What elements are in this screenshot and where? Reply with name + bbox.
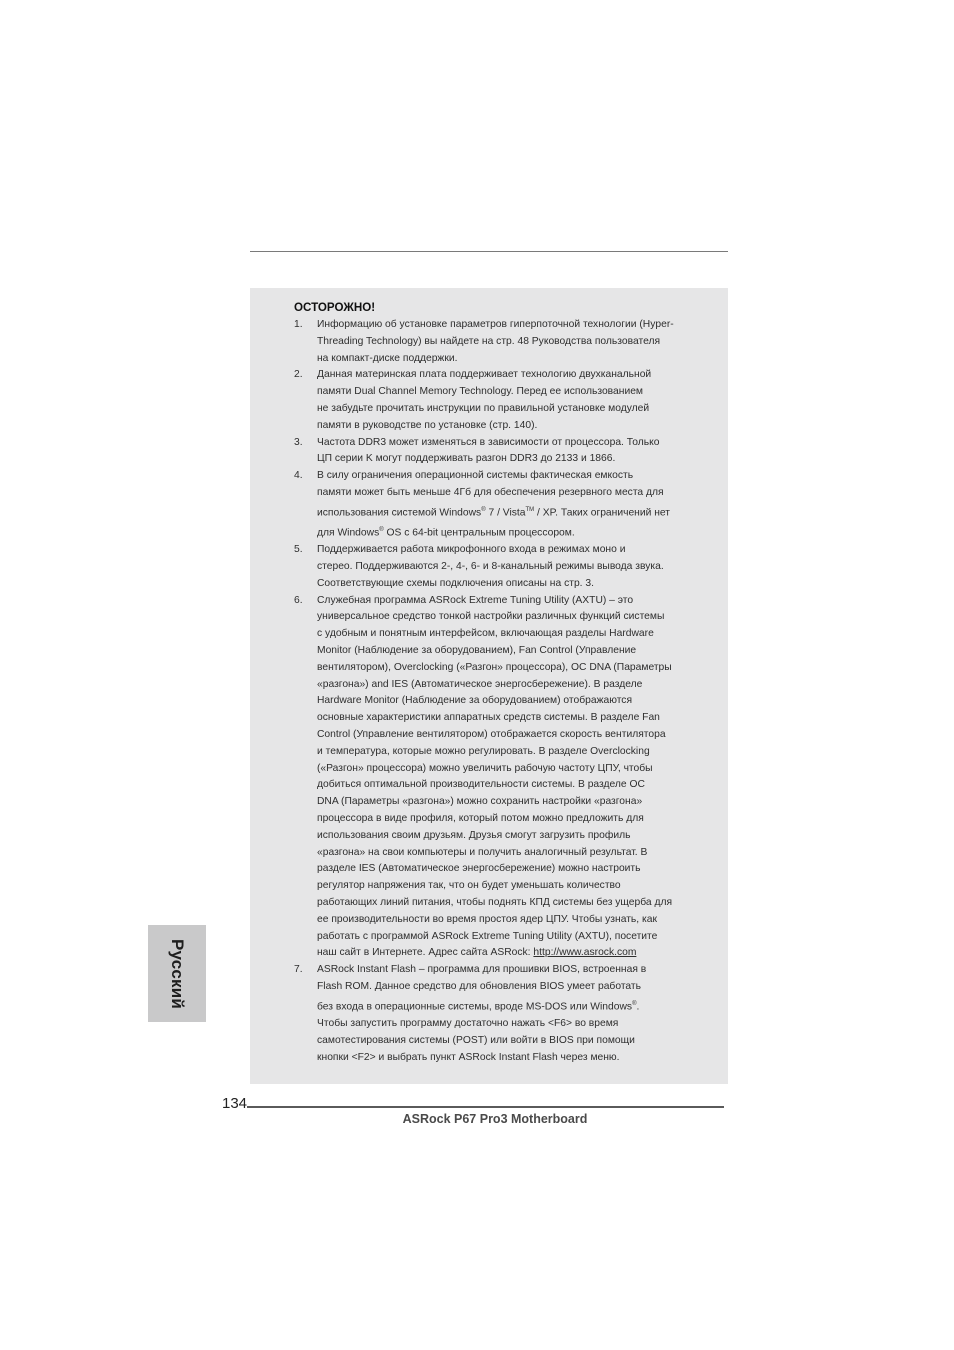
asrock-website-link[interactable]: http://www.asrock.com [533,947,637,959]
item-text: Информацию об установке параметров гиперпоточной технологии (Hyper- Threading Technology) вы найдете на стр. 48 Руководства пользователя на компакт-диске поддержки. [317,319,674,364]
caution-item-5 [294,542,706,592]
item-text: Частота DDR3 может изменяться в зависимости от процессора. Только ЦП серии K могут поддерживать разгон DDR3 до 2133 и 1866. [317,436,660,465]
item-text: Поддерживается работа микрофонного входа в режимах моно и стерео. Поддерживаются 2-, 4-, 6- и 8-канальный режимы вывода звука. Соответствующие схемы подключения описаны на стр. 3. [317,544,664,589]
caution-item-3 [294,435,706,469]
caution-item-2 [294,367,706,434]
item-number: 2. [294,369,303,381]
caution-item-1 [294,317,706,367]
caution-list [294,317,706,1066]
item-text [317,962,706,1066]
footer-title: ASRock P67 Pro3 Motherboard [402,1112,588,1126]
item-number: 6. [294,594,303,606]
registered-mark: ® [632,1000,637,1007]
item-number: 1. [294,319,303,330]
registered-mark: ® [379,526,384,533]
page-number: 134 [222,1095,248,1112]
item-text [317,468,706,542]
registered-mark: ® [481,506,486,513]
bottom-divider [247,1106,724,1108]
text-part: ASRock Instant Flash – программа для прошивки BIOS, встроенная в Flash ROM. Данное средство для обновления BIOS умеет работать без входа в операционные системы, вроде MS-DOS или Windows [317,964,647,1013]
item-number: 4. [294,470,303,482]
text-part: 7 / Vista [485,507,526,519]
text-part: Служебная программа ASRock Extreme Tuning Utility (AXTU) – это универсальное средство тонкой настройки различных функций системы с удобным и понятным интерфейсом, включающая разделы Hardware Monitor (Наблюдение за оборудованием), Fan Control (Управление вентилятором), Overclocking («Разгон» процессора), OC DNA (Параметры «разгона») and IES (Автоматическое энергосбережение). В разделе Hardware Monitor (Наблюдение за оборудованием) отображаются основные характеристики аппаратных средств системы. В разделе Fan Control (Управление вентилятором) отображается скорость вентилятора и температура, которые можно регулировать. В разделе Overclocking («Разгон» процессора) можно увеличить рабочую частоту ЦПУ, чтобы добиться оптимальной производительности системы. В разделе OC DNA (Параметры «разгона») можно сохранить настройки «разгона» процессора в виде профиля, который потом можно предложить для использования своим друзьям. Друзья смогут загрузить профиль «разгона» на свои компьютеры и получить аналогичный результат. В разделе IES (Автоматическое энергосбережение) можно настроить регулятор напряжения так, что он будет уменьшать количество работающих линий питания, чтобы поднять КПД системы без ущерба для ее производительности во время простоя ядер ЦПУ. Чтобы узнать, как работать с программой ASRock Extreme Tuning Utility (AXTU), посетите наш сайт в Интернете. Адрес сайта ASRock: [317,594,673,959]
text-part: / XP. Таких ограничений нет для Windows [317,507,671,539]
language-side-tab [148,925,206,1022]
text-part: OS с 64-bit центральным процессором. [383,527,575,539]
trademark-mark: TM [525,506,535,513]
caution-item-6 [294,593,706,963]
item-text [317,593,706,963]
item-text: Данная материнская плата поддерживает технологию двухканальной памяти Dual Channel Memory Technology. Перед ее использованием не забудьте прочитать инструкции по правильной установке модулей памяти в руководстве по установке (стр. 140). [317,369,652,431]
top-divider [250,251,728,252]
language-label: Русский [168,938,187,1009]
caution-box [250,288,728,1084]
item-number: 7. [294,964,303,976]
text-part: В силу ограничения операционной системы фактическая емкость памяти может быть меньше 4Гб для обеспечения резервного места для использования системой Windows [317,470,664,519]
caution-item-4 [294,468,706,542]
item-number: 5. [294,544,303,556]
text-part: . Чтобы запустить программу достаточно нажать <F6> во время самотестирования системы (POST) или войти в BIOS при помощи кнопки <F2> и выбрать пункт ASRock Instant Flash через меню. [317,1001,640,1063]
item-number: 3. [294,436,303,448]
caution-title: ОСТОРОЖНО! [294,301,376,314]
caution-item-7 [294,962,706,1066]
